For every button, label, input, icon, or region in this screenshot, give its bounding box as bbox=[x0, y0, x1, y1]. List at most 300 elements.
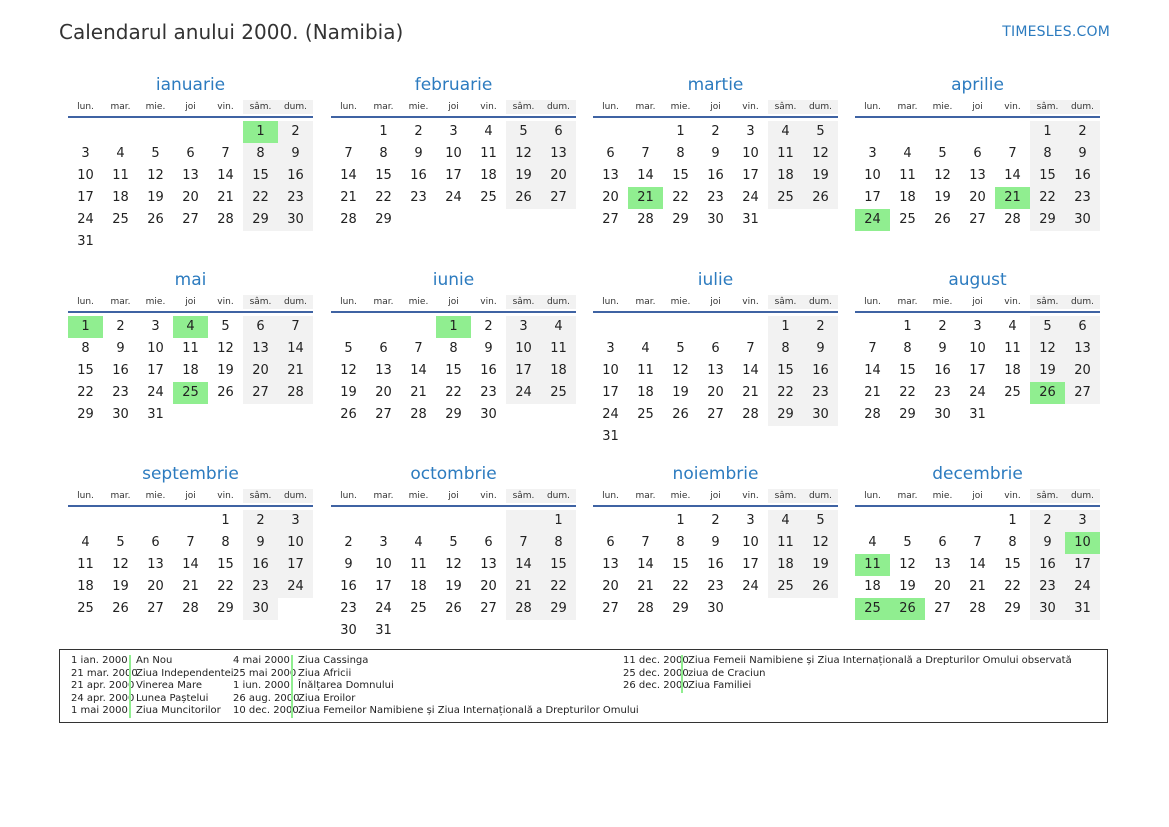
day-cell: 27 bbox=[375, 407, 392, 422]
holiday-day-cell: 1 bbox=[436, 316, 471, 338]
weekday-label: joi bbox=[448, 491, 459, 501]
weekday-label: sâm. bbox=[506, 489, 541, 503]
day-cell: 23 bbox=[707, 190, 724, 205]
day-cell: 24 bbox=[969, 385, 986, 400]
day-cell: 7 bbox=[221, 146, 230, 161]
day-cell: 23 bbox=[707, 579, 724, 594]
day-cell: 12 bbox=[1030, 338, 1065, 360]
legend-date: 4 mai 2000 bbox=[233, 655, 290, 666]
day-cell: 17 bbox=[506, 360, 541, 382]
day-cell: 31 bbox=[147, 407, 164, 422]
day-cell: 13 bbox=[707, 363, 724, 378]
weekday-label: vin. bbox=[480, 102, 497, 112]
holiday-day-cell: 11 bbox=[855, 554, 890, 576]
day-cell: 18 bbox=[637, 385, 654, 400]
day-cell: 12 bbox=[803, 143, 838, 165]
week-row bbox=[331, 121, 576, 143]
holiday-day-cell: 1 bbox=[68, 316, 103, 338]
day-cell: 8 bbox=[449, 341, 458, 356]
day-cell: 28 bbox=[182, 601, 199, 616]
week-row bbox=[68, 165, 313, 187]
week-row bbox=[68, 316, 313, 338]
empty-day-cell bbox=[698, 426, 733, 448]
weekday-label: lun. bbox=[864, 297, 881, 307]
weekday-label: mie. bbox=[932, 491, 953, 501]
month-name: februarie bbox=[414, 75, 493, 95]
legend-date: 1 iun. 2000 bbox=[233, 680, 290, 691]
weekday-label: lun. bbox=[340, 297, 357, 307]
month-name: mai bbox=[174, 270, 207, 290]
day-cell: 17 bbox=[278, 554, 313, 576]
weekday-header bbox=[593, 100, 838, 118]
day-cell: 25 bbox=[541, 382, 576, 404]
empty-day-cell bbox=[541, 209, 576, 231]
empty-day-cell bbox=[208, 121, 243, 143]
day-cell: 15 bbox=[1030, 165, 1065, 187]
day-cell: 26 bbox=[803, 576, 838, 598]
week-row bbox=[855, 360, 1100, 382]
day-cell: 22 bbox=[445, 385, 462, 400]
weekday-label: sâm. bbox=[506, 100, 541, 114]
day-cell: 20 bbox=[182, 190, 199, 205]
day-cell: 8 bbox=[903, 341, 912, 356]
weekday-label: mie. bbox=[932, 102, 953, 112]
day-cell: 18 bbox=[112, 190, 129, 205]
weekday-label: sâm. bbox=[243, 489, 278, 503]
day-cell: 20 bbox=[969, 190, 986, 205]
weekday-label: vin. bbox=[1004, 102, 1021, 112]
day-cell: 27 bbox=[707, 407, 724, 422]
day-cell: 25 bbox=[768, 576, 803, 598]
empty-day-cell bbox=[628, 510, 663, 532]
day-cell: 19 bbox=[340, 385, 357, 400]
legend-date: 25 dec. 2000 bbox=[623, 667, 689, 679]
day-cell: 3 bbox=[506, 316, 541, 338]
empty-day-cell bbox=[401, 316, 436, 338]
month-name: iulie bbox=[697, 270, 734, 290]
week-row bbox=[331, 209, 576, 231]
weekday-label: sâm. bbox=[506, 295, 541, 309]
empty-day-cell bbox=[663, 426, 698, 448]
day-cell: 24 bbox=[742, 190, 759, 205]
weekday-label: vin. bbox=[742, 102, 759, 112]
weekday-label: dum. bbox=[541, 100, 576, 114]
empty-day-cell bbox=[68, 121, 103, 143]
month-name: ianuarie bbox=[155, 75, 226, 95]
day-cell: 12 bbox=[899, 557, 916, 572]
weekday-label: mie. bbox=[408, 102, 429, 112]
day-cell: 13 bbox=[243, 338, 278, 360]
day-cell: 19 bbox=[445, 579, 462, 594]
day-cell: 31 bbox=[969, 407, 986, 422]
weekday-label: mie. bbox=[408, 297, 429, 307]
legend-date: 10 dec. 2000 bbox=[233, 705, 299, 716]
weekday-header bbox=[855, 489, 1100, 507]
holiday-day-cell: 21 bbox=[628, 187, 663, 209]
day-cell: 15 bbox=[217, 557, 234, 572]
day-cell: 27 bbox=[934, 601, 951, 616]
day-cell: 30 bbox=[707, 601, 724, 616]
day-cell: 3 bbox=[278, 510, 313, 532]
day-cell: 13 bbox=[602, 168, 619, 183]
day-cell: 4 bbox=[868, 535, 877, 550]
legend-date: 25 mai 2000 bbox=[233, 667, 297, 679]
day-cell: 10 bbox=[77, 168, 94, 183]
legend-entry bbox=[623, 667, 766, 681]
week-row bbox=[855, 532, 1100, 554]
month-septembrie bbox=[68, 463, 313, 620]
day-cell: 11 bbox=[899, 168, 916, 183]
day-cell: 18 bbox=[182, 363, 199, 378]
empty-day-cell bbox=[103, 231, 138, 253]
week-row bbox=[68, 382, 313, 404]
day-cell: 3 bbox=[449, 124, 458, 139]
day-cell: 24 bbox=[742, 579, 759, 594]
day-cell: 31 bbox=[375, 623, 392, 638]
day-cell: 18 bbox=[768, 554, 803, 576]
day-cell: 6 bbox=[711, 341, 720, 356]
legend-entry bbox=[233, 680, 394, 693]
day-cell: 19 bbox=[506, 165, 541, 187]
legend-holiday-name: An Nou bbox=[129, 655, 172, 668]
legend-entry bbox=[623, 655, 1072, 668]
day-cell: 13 bbox=[934, 557, 951, 572]
empty-day-cell bbox=[768, 598, 803, 620]
day-cell: 27 bbox=[602, 212, 619, 227]
week-row bbox=[593, 404, 838, 426]
week-row bbox=[855, 187, 1100, 209]
day-cell: 11 bbox=[182, 341, 199, 356]
day-cell: 11 bbox=[410, 557, 427, 572]
day-cell: 11 bbox=[768, 143, 803, 165]
day-cell: 8 bbox=[81, 341, 90, 356]
day-cell: 2 bbox=[243, 510, 278, 532]
holiday-day-cell: 25 bbox=[855, 598, 890, 620]
legend-date: 26 aug. 2000 bbox=[233, 692, 300, 704]
month-name: octombrie bbox=[410, 464, 497, 484]
day-cell: 12 bbox=[445, 557, 462, 572]
weekday-label: lun. bbox=[340, 102, 357, 112]
day-cell: 29 bbox=[672, 212, 689, 227]
legend-entry bbox=[71, 705, 221, 718]
week-row bbox=[68, 338, 313, 360]
day-cell: 24 bbox=[278, 576, 313, 598]
day-cell: 30 bbox=[112, 407, 129, 422]
day-cell: 11 bbox=[637, 363, 654, 378]
day-cell: 5 bbox=[803, 510, 838, 532]
day-cell: 10 bbox=[375, 557, 392, 572]
holiday-day-cell: 25 bbox=[173, 382, 208, 404]
day-cell: 4 bbox=[1008, 319, 1017, 334]
day-cell: 28 bbox=[742, 407, 759, 422]
day-cell: 23 bbox=[1065, 187, 1100, 209]
day-cell: 22 bbox=[541, 576, 576, 598]
day-cell: 14 bbox=[637, 557, 654, 572]
day-cell: 21 bbox=[278, 360, 313, 382]
day-cell: 14 bbox=[217, 168, 234, 183]
day-cell: 26 bbox=[445, 601, 462, 616]
day-cell: 14 bbox=[506, 554, 541, 576]
empty-day-cell bbox=[103, 510, 138, 532]
legend-holiday-name: Ziua Independentei bbox=[129, 668, 234, 681]
weekday-label: vin. bbox=[480, 297, 497, 307]
day-cell: 12 bbox=[672, 363, 689, 378]
week-row bbox=[593, 426, 838, 448]
holiday-day-cell: 26 bbox=[890, 598, 925, 620]
weekday-label: joi bbox=[185, 297, 196, 307]
day-cell: 19 bbox=[803, 554, 838, 576]
weekday-label: joi bbox=[710, 297, 721, 307]
week-row bbox=[68, 209, 313, 231]
day-cell: 23 bbox=[112, 385, 129, 400]
weekday-label: mar. bbox=[110, 491, 131, 501]
brand-link[interactable]: TIMESLES.COM bbox=[1002, 24, 1110, 40]
day-cell: 29 bbox=[217, 601, 234, 616]
day-cell: 1 bbox=[379, 124, 388, 139]
day-cell: 20 bbox=[707, 385, 724, 400]
day-cell: 29 bbox=[1030, 209, 1065, 231]
legend-holiday-name: Vinerea Mare bbox=[129, 680, 202, 693]
week-row bbox=[68, 143, 313, 165]
day-cell: 5 bbox=[344, 341, 353, 356]
week-row bbox=[68, 510, 313, 532]
legend-holiday-name: Ziua Femeilor Namibiene și Ziua Internațională a Drepturilor Omului bbox=[291, 705, 639, 718]
weekday-label: lun. bbox=[864, 102, 881, 112]
day-cell: 28 bbox=[217, 212, 234, 227]
week-row bbox=[68, 187, 313, 209]
day-cell: 5 bbox=[1030, 316, 1065, 338]
month-februarie bbox=[331, 74, 576, 231]
weekday-label: vin. bbox=[742, 491, 759, 501]
day-cell: 12 bbox=[340, 363, 357, 378]
empty-day-cell bbox=[436, 620, 471, 642]
day-cell: 1 bbox=[768, 316, 803, 338]
day-cell: 20 bbox=[1065, 360, 1100, 382]
empty-day-cell bbox=[1065, 404, 1100, 426]
weekday-label: lun. bbox=[77, 491, 94, 501]
week-row bbox=[331, 187, 576, 209]
day-cell: 27 bbox=[480, 601, 497, 616]
weekday-label: sâm. bbox=[1030, 295, 1065, 309]
page-title: Calendarul anului 2000. (Namibia) bbox=[59, 20, 404, 44]
holiday-day-cell: 10 bbox=[1065, 532, 1100, 554]
day-cell: 10 bbox=[864, 168, 881, 183]
legend-holiday-name: Ziua Eroilor bbox=[291, 693, 355, 706]
day-cell: 24 bbox=[147, 385, 164, 400]
day-cell: 17 bbox=[375, 579, 392, 594]
day-cell: 25 bbox=[112, 212, 129, 227]
month-octombrie bbox=[331, 463, 576, 642]
day-cell: 3 bbox=[379, 535, 388, 550]
empty-day-cell bbox=[628, 316, 663, 338]
week-row bbox=[68, 532, 313, 554]
day-cell: 2 bbox=[1030, 510, 1065, 532]
week-row bbox=[855, 598, 1100, 620]
week-row bbox=[68, 554, 313, 576]
empty-day-cell bbox=[68, 510, 103, 532]
weekday-label: sâm. bbox=[1030, 489, 1065, 503]
day-cell: 10 bbox=[147, 341, 164, 356]
empty-day-cell bbox=[855, 316, 890, 338]
day-cell: 15 bbox=[899, 363, 916, 378]
holiday-day-cell: 24 bbox=[855, 209, 890, 231]
weekday-label: mar. bbox=[897, 491, 918, 501]
day-cell: 26 bbox=[217, 385, 234, 400]
day-cell: 13 bbox=[1065, 338, 1100, 360]
weekday-label: mar. bbox=[635, 491, 656, 501]
empty-day-cell bbox=[208, 404, 243, 426]
day-cell: 13 bbox=[182, 168, 199, 183]
empty-day-cell bbox=[593, 121, 628, 143]
week-row bbox=[68, 404, 313, 426]
day-cell: 12 bbox=[112, 557, 129, 572]
day-cell: 14 bbox=[637, 168, 654, 183]
day-cell: 5 bbox=[903, 535, 912, 550]
day-cell: 23 bbox=[243, 576, 278, 598]
day-cell: 6 bbox=[973, 146, 982, 161]
day-cell: 16 bbox=[1030, 554, 1065, 576]
weekday-label: mar. bbox=[373, 297, 394, 307]
day-cell: 3 bbox=[606, 341, 615, 356]
day-cell: 28 bbox=[637, 212, 654, 227]
empty-day-cell bbox=[138, 510, 173, 532]
day-cell: 16 bbox=[112, 363, 129, 378]
day-cell: 28 bbox=[410, 407, 427, 422]
day-cell: 20 bbox=[541, 165, 576, 187]
day-cell: 18 bbox=[768, 165, 803, 187]
empty-day-cell bbox=[733, 426, 768, 448]
day-cell: 2 bbox=[1065, 121, 1100, 143]
weekday-label: joi bbox=[185, 102, 196, 112]
day-cell: 10 bbox=[278, 532, 313, 554]
empty-day-cell bbox=[366, 316, 401, 338]
day-cell: 3 bbox=[973, 319, 982, 334]
weekday-label: mar. bbox=[110, 102, 131, 112]
day-cell: 19 bbox=[147, 190, 164, 205]
day-cell: 30 bbox=[934, 407, 951, 422]
empty-day-cell bbox=[960, 121, 995, 143]
weekday-label: dum. bbox=[278, 489, 313, 503]
day-cell: 16 bbox=[707, 168, 724, 183]
empty-day-cell bbox=[331, 121, 366, 143]
month-ianuarie bbox=[68, 74, 313, 253]
day-cell: 30 bbox=[1030, 598, 1065, 620]
weekday-label: mar. bbox=[373, 102, 394, 112]
day-cell: 23 bbox=[1030, 576, 1065, 598]
empty-day-cell bbox=[436, 510, 471, 532]
day-cell: 19 bbox=[217, 363, 234, 378]
empty-day-cell bbox=[628, 121, 663, 143]
day-cell: 2 bbox=[414, 124, 423, 139]
month-martie bbox=[593, 74, 838, 231]
weekday-label: mie. bbox=[408, 491, 429, 501]
week-row bbox=[331, 143, 576, 165]
weekday-label: dum. bbox=[803, 489, 838, 503]
day-cell: 31 bbox=[602, 429, 619, 444]
day-cell: 8 bbox=[676, 535, 685, 550]
day-cell: 25 bbox=[410, 601, 427, 616]
day-cell: 14 bbox=[278, 338, 313, 360]
legend-holiday-name: Lunea Paștelui bbox=[129, 693, 208, 706]
weekday-label: joi bbox=[972, 102, 983, 112]
day-cell: 25 bbox=[1004, 385, 1021, 400]
day-cell: 16 bbox=[340, 579, 357, 594]
day-cell: 4 bbox=[414, 535, 423, 550]
day-cell: 5 bbox=[151, 146, 160, 161]
day-cell: 10 bbox=[602, 363, 619, 378]
weekday-header bbox=[593, 489, 838, 507]
day-cell: 15 bbox=[672, 168, 689, 183]
weekday-label: sâm. bbox=[768, 295, 803, 309]
holiday-legend bbox=[59, 649, 1108, 723]
month-name: noiembrie bbox=[672, 464, 759, 484]
day-cell: 18 bbox=[77, 579, 94, 594]
weekday-label: vin. bbox=[1004, 491, 1021, 501]
week-row bbox=[68, 576, 313, 598]
day-cell: 14 bbox=[182, 557, 199, 572]
day-cell: 20 bbox=[375, 385, 392, 400]
empty-day-cell bbox=[593, 316, 628, 338]
day-cell: 4 bbox=[484, 124, 493, 139]
day-cell: 7 bbox=[868, 341, 877, 356]
empty-day-cell bbox=[401, 620, 436, 642]
day-cell: 18 bbox=[480, 168, 497, 183]
day-cell: 21 bbox=[410, 385, 427, 400]
legend-entry bbox=[71, 667, 234, 681]
day-cell: 9 bbox=[116, 341, 125, 356]
day-cell: 1 bbox=[676, 513, 685, 528]
week-row bbox=[593, 143, 838, 165]
day-cell: 4 bbox=[768, 121, 803, 143]
week-row bbox=[855, 576, 1100, 598]
day-cell: 28 bbox=[637, 601, 654, 616]
day-cell: 1 bbox=[903, 319, 912, 334]
weekday-header bbox=[855, 100, 1100, 118]
empty-day-cell bbox=[471, 620, 506, 642]
empty-day-cell bbox=[541, 620, 576, 642]
day-cell: 31 bbox=[742, 212, 759, 227]
legend-date: 26 dec. 2000 bbox=[623, 680, 689, 691]
day-cell: 11 bbox=[768, 532, 803, 554]
empty-day-cell bbox=[173, 121, 208, 143]
day-cell: 17 bbox=[445, 168, 462, 183]
month-name: martie bbox=[687, 75, 744, 95]
week-row bbox=[331, 404, 576, 426]
day-cell: 18 bbox=[1004, 363, 1021, 378]
day-cell: 28 bbox=[278, 382, 313, 404]
week-row bbox=[331, 360, 576, 382]
day-cell: 15 bbox=[672, 557, 689, 572]
day-cell: 28 bbox=[1004, 212, 1021, 227]
day-cell: 6 bbox=[938, 535, 947, 550]
day-cell: 22 bbox=[375, 190, 392, 205]
weekday-label: mar. bbox=[110, 297, 131, 307]
day-cell: 6 bbox=[186, 146, 195, 161]
weekday-label: sâm. bbox=[1030, 100, 1065, 114]
day-cell: 12 bbox=[803, 532, 838, 554]
day-cell: 9 bbox=[243, 532, 278, 554]
day-cell: 22 bbox=[1030, 187, 1065, 209]
day-cell: 28 bbox=[340, 212, 357, 227]
empty-day-cell bbox=[103, 121, 138, 143]
day-cell: 5 bbox=[506, 121, 541, 143]
weekday-header bbox=[331, 489, 576, 507]
week-row bbox=[855, 554, 1100, 576]
day-cell: 29 bbox=[77, 407, 94, 422]
day-cell: 30 bbox=[803, 404, 838, 426]
weekday-header bbox=[331, 295, 576, 313]
day-cell: 11 bbox=[77, 557, 94, 572]
